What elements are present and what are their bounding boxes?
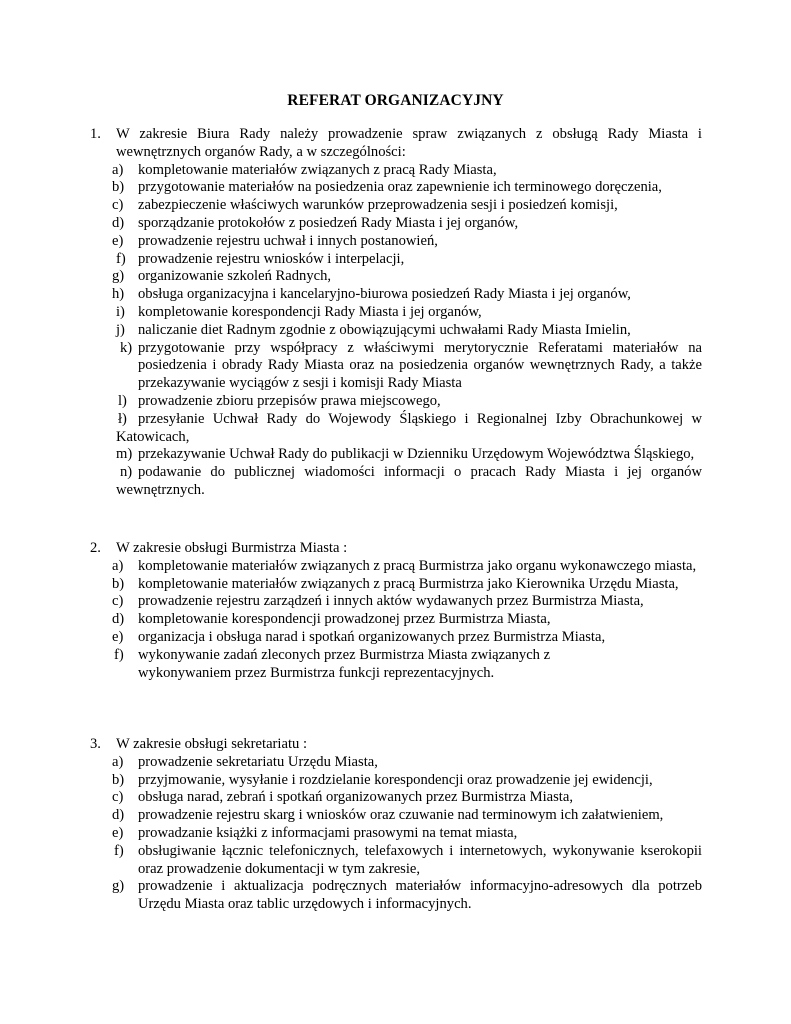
list-item: c) prowadzenie rejestru zarządzeń i innych aktów wydawanych przez Burmistrza Miasta, (112, 593, 644, 610)
list-item: g) organizowanie szkoleń Radnych, (112, 268, 332, 285)
list-item: d) prowadzenie rejestru skarg i wniosków oraz czuwanie nad terminowym ich załatwieniem, (112, 807, 664, 824)
list-item: a) prowadzenie sekretariatu Urzędu Miasta, (112, 753, 378, 770)
list-item: g) prowadzenie i aktualizacja podręcznych materiałów informacyjno-adresowych dla potrzeb Urzędu Miasta oraz tablic urzędowych i informacyjnych. (112, 878, 702, 913)
list-item: b) przygotowanie materiałów na posiedzenia oraz zapewnienie ich terminowego doręczenia, (112, 179, 662, 196)
list-item: f) obsługiwanie łącznic telefonicznych, telefaxowych i internetowych, wykonywanie kserokopii oraz prowadzenie dokumentacji w tym zakresie, (114, 842, 702, 877)
section-number: 1. (90, 126, 101, 142)
list-item: h) obsługa organizacyjna i kancelaryjno-biurowa posiedzeń Rady Miasta i jej organów, (112, 286, 631, 303)
section-intro-text: W zakresie obsługi Burmistrza Miasta : (116, 540, 348, 556)
list-item: c) obsługa narad, zebrań i spotkań organizowanych przez Burmistrza Miasta, (112, 789, 573, 806)
section-intro (90, 126, 702, 162)
section-items (90, 162, 702, 500)
list-item: b) kompletowanie materiałów związanych z pracą Burmistrza jako Kierownika Urzędu Miasta, (112, 575, 679, 592)
list-item: f) prowadzenie rejestru wniosków i interpelacji, (116, 250, 405, 267)
section-number: 2. (90, 540, 101, 556)
section-1 (90, 126, 702, 500)
list-item: m) przekazywanie Uchwał Rady do publikacji w Dzienniku Urzędowym Województwa Śląskiego, (116, 446, 695, 463)
list-item: j) naliczanie diet Radnym zgodnie z obowiązującymi uchwałami Rady Miasta Imielin, (116, 321, 631, 338)
list-item: d) sporządzanie protokołów z posiedzeń Rady Miasta i jej organów, (112, 214, 519, 231)
list-item: e) organizacja i obsługa narad i spotkań organizowanych przez Burmistrza Miasta, (112, 628, 606, 645)
list-item: b) przyjmowanie, wysyłanie i rozdzielanie korespondencji oraz prowadzenie jej ewidencji, (112, 771, 653, 788)
section-intro (90, 540, 702, 558)
section-intro (90, 736, 702, 754)
list-item: e) prowadzanie książki z informacjami prasowymi na temat miasta, (112, 824, 518, 841)
section-intro-text: W zakresie obsługi sekretariatu : (116, 736, 308, 752)
list-item: a) kompletowanie materiałów związanych z pracą Burmistrza jako organu wykonawczego miasta, (112, 557, 697, 574)
document-title: REFERAT ORGANIZACYJNY (287, 92, 504, 109)
list-item: d) kompletowanie korespondencji prowadzonej przez Burmistrza Miasta, (112, 611, 551, 628)
section-items (90, 754, 702, 914)
list-item: c) zabezpieczenie właściwych warunków przeprowadzenia sesji i posiedzeń komisji, (112, 197, 618, 214)
list-item: e) prowadzenie rejestru uchwał i innych postanowień, (112, 232, 438, 249)
list-item: n) podawanie do publicznej wiadomości informacji o pracach Rady Miasta i jej organów wewnętrznych. (116, 464, 702, 498)
list-item: f) wykonywanie zadań zleconych przez Burmistrza Miasta związanych z wykonywaniem przez Burmistrza funkcji reprezentacyjnych. (114, 646, 551, 681)
section-2 (90, 540, 702, 682)
list-item: a) kompletowanie materiałów związanych z pracą Rady Miasta, (112, 161, 497, 178)
section-intro-text: W zakresie Biura Rady należy prowadzenie spraw związanych z obsługą Rady Miasta i wewnętrznych organów Rady, a w szczególności: (116, 126, 702, 160)
list-item: i) kompletowanie korespondencji Rady Miasta i jej organów, (116, 303, 482, 320)
list-item: l) prowadzenie zbioru przepisów prawa miejscowego, (118, 392, 441, 409)
list-item: k) przygotowanie przy współpracy z właściwymi merytorycznie Referatami materiałów na posiedzenia i obrady Rady Miasta oraz na posiedzenia organów wewnętrznych Rady, a także przekazywanie wyciągów z sesji i komisji Rady Miasta (120, 339, 702, 392)
list-item: ł) przesyłanie Uchwał Rady do Wojewody Śląskiego i Regionalnej Izby Obrachunkowej w Katowicach, (116, 410, 702, 445)
section-items (90, 558, 702, 683)
section-number: 3. (90, 736, 101, 752)
section-3 (90, 736, 702, 914)
